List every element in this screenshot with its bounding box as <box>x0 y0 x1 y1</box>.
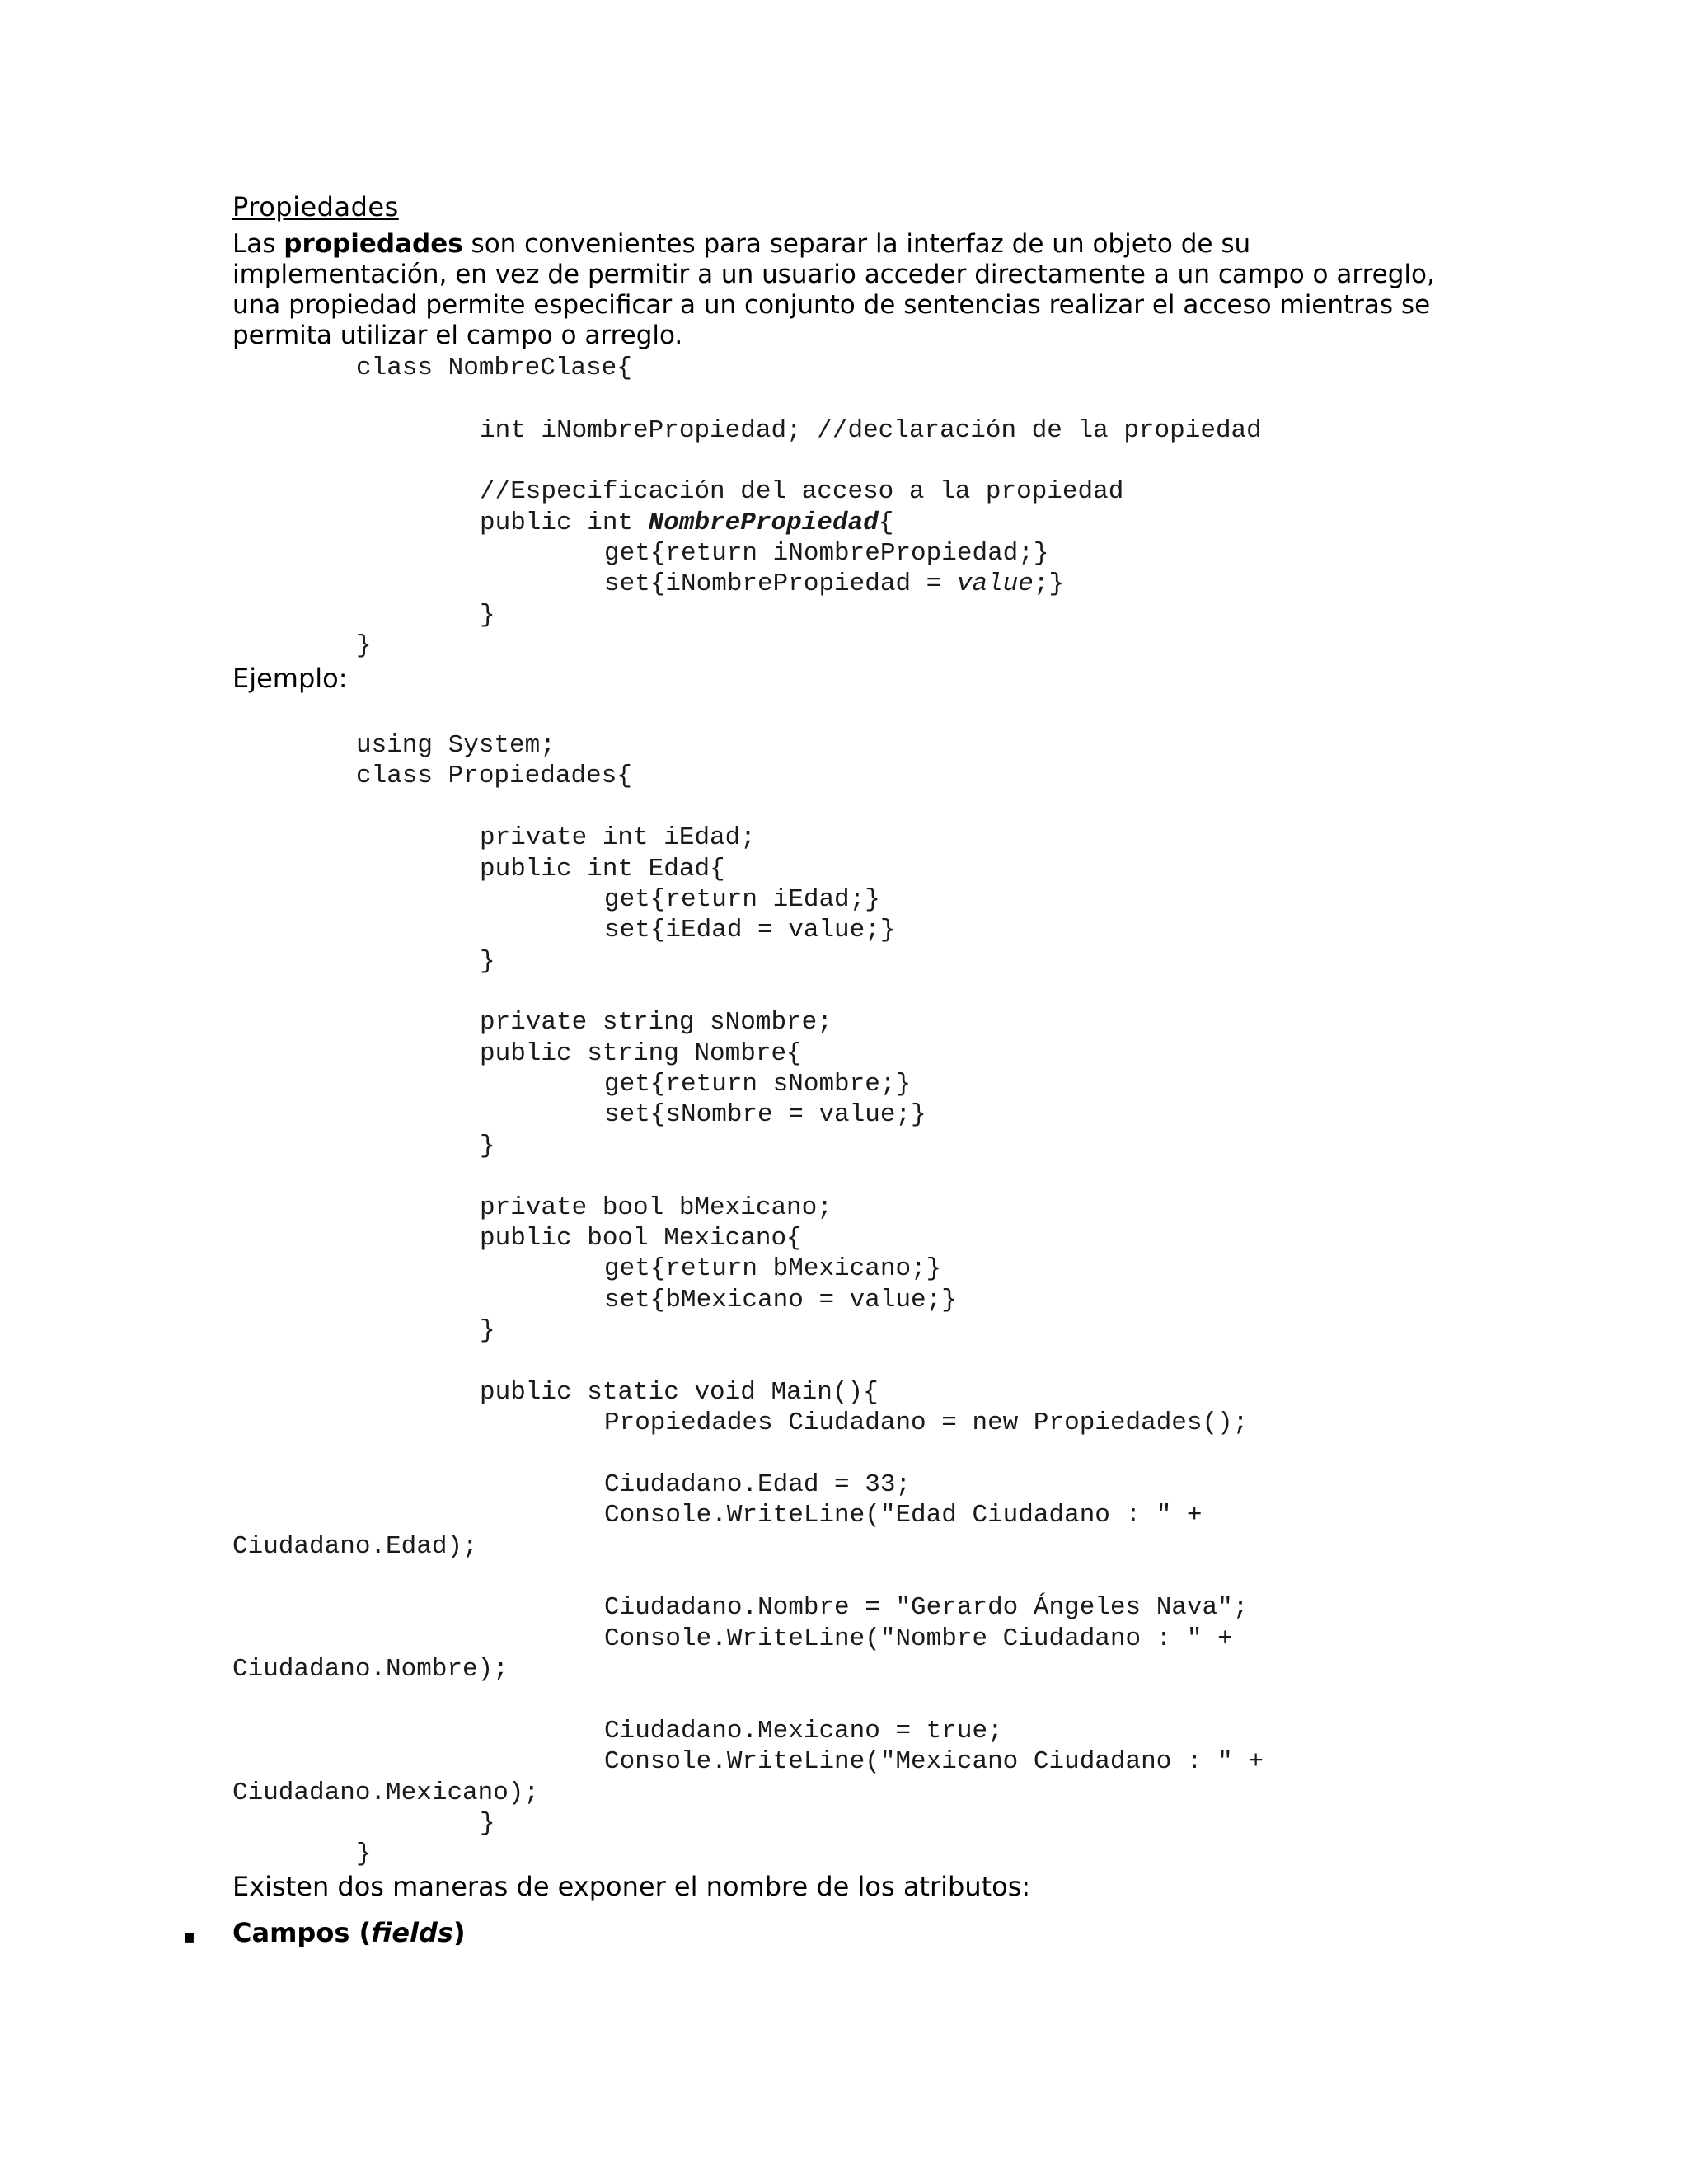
syntax-line-5: get{return iNombrePropiedad;} <box>604 539 1049 568</box>
code-line: Ciudadano.Edad); <box>232 1532 478 1561</box>
code-line: Console.WriteLine("Edad Ciudadano : " + <box>604 1501 1203 1530</box>
bullet-bold-prefix: Campos ( <box>232 1917 372 1948</box>
example-label: Ejemplo: <box>232 663 348 694</box>
code-line: } <box>480 947 495 976</box>
syntax-line-4-prefix: public int <box>480 509 649 537</box>
syntax-line-4 <box>480 508 893 539</box>
code-line: set{bMexicano = value;} <box>604 1286 957 1315</box>
syntax-line-6 <box>604 569 1064 600</box>
syntax-line-4-suffix: { <box>878 509 894 537</box>
code-line: class Propiedades{ <box>356 762 632 790</box>
code-line: public static void Main(){ <box>480 1378 879 1407</box>
code-line: public bool Mexicano{ <box>480 1224 802 1253</box>
code-line: get{return bMexicano;} <box>604 1254 942 1283</box>
code-line: Ciudadano.Edad = 33; <box>604 1470 912 1499</box>
code-line: Console.WriteLine("Mexicano Ciudadano : " + <box>604 1747 1264 1776</box>
code-line: Ciudadano.Nombre = "Gerardo Ángeles Nava"; <box>604 1593 1249 1622</box>
code-line: Ciudadano.Nombre); <box>232 1655 509 1684</box>
code-line: private bool bMexicano; <box>480 1193 832 1222</box>
code-line: get{return sNombre;} <box>604 1070 912 1099</box>
code-line: } <box>480 1316 495 1345</box>
bullet-item-campos <box>232 1917 466 1948</box>
intro-rest: son convenientes para separar la interfaz de un objeto de su implementación, en vez de permitir a un usuario acceder directamente a un campo o arreglo, una propiedad permite especificar a un conjunto de sentencias realizar el acceso mientras se permita utilizar el campo o arreglo. <box>232 229 1435 350</box>
bullet-bold-suffix: ) <box>452 1917 466 1948</box>
code-line: public int Edad{ <box>480 855 725 883</box>
code-line: set{sNombre = value;} <box>604 1100 926 1129</box>
syntax-line-2: int iNombrePropiedad; //declaración de la propiedad <box>480 416 1262 445</box>
intro-paragraph <box>232 229 1469 351</box>
intro-bold-term: propiedades <box>284 229 463 259</box>
code-line: using System; <box>356 731 556 760</box>
bullet-square-icon: ▪ <box>183 1927 195 1947</box>
code-line: } <box>356 1840 372 1868</box>
closing-text: Existen dos maneras de exponer el nombre de los atributos: <box>232 1871 1031 1902</box>
code-line: set{iEdad = value;} <box>604 916 896 944</box>
syntax-value-keyword: value <box>956 569 1034 598</box>
code-line: } <box>480 1809 495 1838</box>
syntax-property-name: NombrePropiedad <box>648 509 879 537</box>
syntax-line-3: //Especificación del acceso a la propiedad <box>480 477 1124 506</box>
code-line: private int iEdad; <box>480 823 756 852</box>
code-line: Ciudadano.Mexicano = true; <box>604 1717 1003 1746</box>
syntax-line-6-prefix: set{iNombrePropiedad = <box>604 569 957 598</box>
code-line: private string sNombre; <box>480 1008 832 1037</box>
bullet-italic-term: fields <box>371 1917 453 1948</box>
code-line: Ciudadano.Mexicano); <box>232 1779 540 1807</box>
intro-prefix: Las <box>232 229 284 259</box>
syntax-line-6-suffix: ;} <box>1033 569 1065 598</box>
syntax-line-7: } <box>480 601 495 630</box>
code-line: Console.WriteLine("Nombre Ciudadano : " + <box>604 1624 1233 1653</box>
code-line: get{return iEdad;} <box>604 885 880 914</box>
section-title: Propiedades <box>232 191 399 223</box>
syntax-line-8: } <box>356 631 372 660</box>
code-line: } <box>480 1132 495 1160</box>
syntax-line-1: class NombreClase{ <box>356 354 632 382</box>
code-line: Propiedades Ciudadano = new Propiedades(); <box>604 1408 1249 1437</box>
code-line: public string Nombre{ <box>480 1039 802 1068</box>
